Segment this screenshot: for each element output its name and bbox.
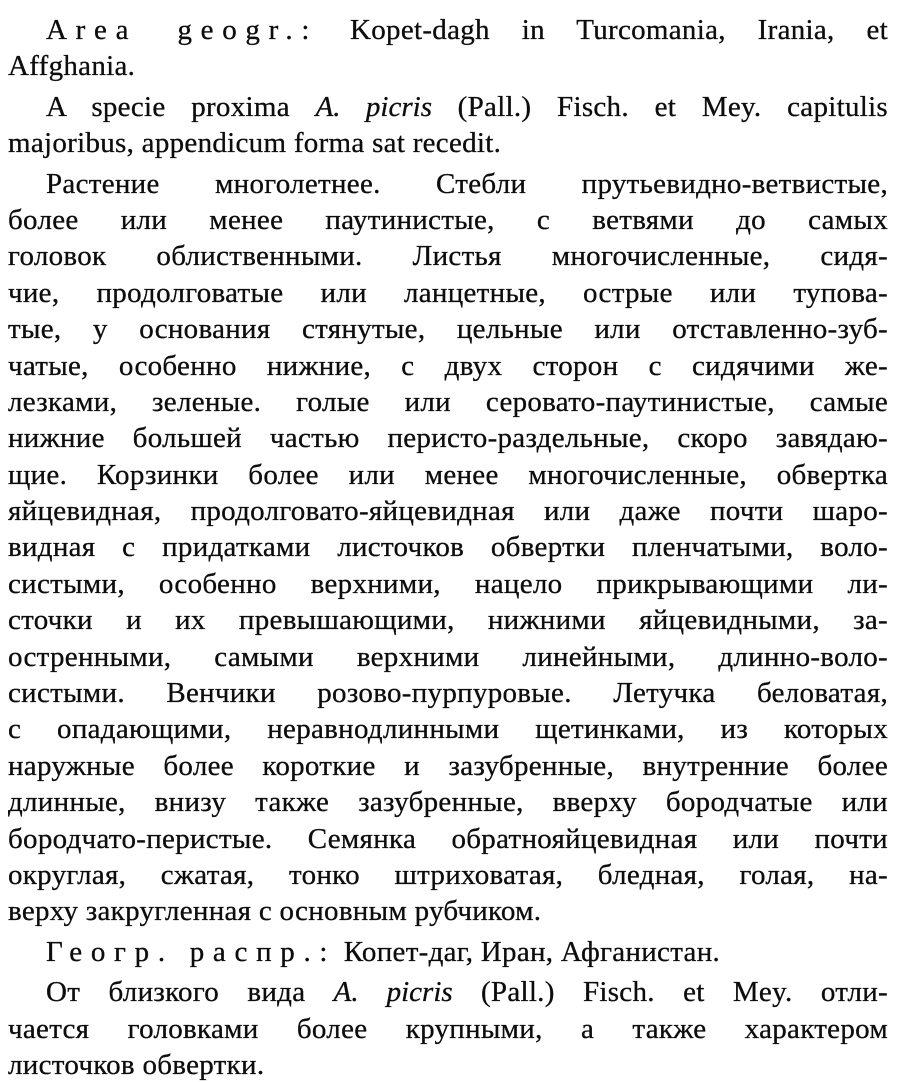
text-line — [8, 675, 888, 711]
text-line — [8, 384, 888, 420]
text-line — [8, 311, 888, 347]
text-run: остренными, самыми верхними линейными, длинно-воло- — [8, 640, 888, 673]
text-run: чие, продолговатые или ланцетные, острые или тупова- — [8, 276, 888, 309]
text-run: От близкого вида — [46, 976, 334, 1009]
text-line — [8, 934, 888, 970]
text-run: чатые, особенно нижние, с двух сторон с сидячими же- — [8, 349, 888, 382]
text-run: длинные, внизу также зазубренные, вверху бородчатые или — [8, 786, 888, 819]
text-run: Растение многолетнее. Стебли прутьевидно-ветвистые, — [46, 167, 888, 200]
text-run: бородчато-перистые. Семянка обратнояйцевидная или почти — [8, 822, 888, 855]
text-run: листочков обвертки. — [8, 1048, 265, 1081]
section-label: Area geogr.: — [46, 14, 319, 46]
text-run: A specie proxima — [46, 90, 316, 123]
species-name-italic: A. picris — [333, 976, 453, 1009]
text-run: округлая, сжатая, тонко штриховатая, бледная, голая, на- — [8, 858, 888, 891]
text-line — [8, 529, 888, 565]
text-line — [8, 48, 888, 84]
text-line — [8, 784, 888, 820]
text-line — [8, 566, 888, 602]
text-line — [8, 711, 888, 747]
text-line — [8, 89, 888, 125]
text-line — [8, 821, 888, 857]
text-line — [8, 748, 888, 784]
text-run: с опадающими, неравнодлинными щетинками, из которых — [8, 713, 888, 746]
text-run: тые, у основания стянутые, цельные или отставленно-зуб- — [8, 313, 888, 346]
text-run: видная с придатками листочков обвертки пленчатыми, воло- — [8, 531, 888, 564]
text-run: чается головками более крупными, а также характером — [8, 1012, 888, 1045]
text-run: систыми. Венчики розово-пурпуровые. Летучка беловатая, — [8, 677, 888, 710]
text-run: более или менее паутинистые, с ветвями до самых — [8, 203, 888, 236]
text-line — [8, 974, 888, 1010]
text-line — [8, 238, 888, 274]
text-run: Копет-даг, Иран, Афганистан. — [336, 935, 721, 968]
text-line — [8, 602, 888, 638]
text-line — [8, 348, 888, 384]
text-run: Kopet-dagh in Turcomania, Irania, et — [318, 14, 888, 46]
text-line — [8, 857, 888, 893]
text-line — [8, 275, 888, 311]
text-line — [8, 166, 888, 202]
text-run: наружные более короткие и зазубренные, внутренние более — [8, 749, 888, 782]
text-line — [8, 639, 888, 675]
text-run: сточки и их превышающими, нижними яйцевидными, за- — [8, 604, 888, 637]
text-line — [8, 493, 888, 529]
species-name-italic: A. picris — [315, 90, 432, 123]
text-run: систыми, особенно верхними, нацело прикрывающими ли- — [8, 567, 888, 600]
text-run: щие. Корзинки более или менее многочисленные, обвертка — [8, 458, 888, 491]
text-line — [8, 1011, 888, 1047]
text-line — [8, 420, 888, 456]
section-label: Геогр. распр.: — [46, 935, 337, 968]
text-line — [8, 125, 888, 161]
text-run: нижние большей частью перисто-раздельные, скоро завядаю- — [8, 422, 888, 455]
text-run: яйцевидная, продолговато-яйцевидная или даже почти шаро- — [8, 495, 888, 528]
text-run: лезками, зеленые. голые или серовато-паутинистые, самые — [8, 385, 888, 418]
text-line — [8, 1047, 888, 1082]
text-line — [8, 202, 888, 238]
text-run: (Pall.) Fisch. et Mey. capitulis — [431, 90, 888, 123]
text-line — [8, 12, 888, 48]
text-run: головок облиственными. Листья многочисленные, сидя- — [8, 240, 888, 273]
text-run: majoribus, appendicum forma sat recedit. — [8, 127, 502, 160]
text-run: Affghania. — [8, 50, 136, 83]
text-line — [8, 893, 888, 929]
text-line — [8, 457, 888, 493]
text-run: верху закругленная с основным рубчиком. — [8, 895, 542, 928]
text-run: (Pall.) Fisch. et Mey. отли- — [452, 976, 888, 1009]
